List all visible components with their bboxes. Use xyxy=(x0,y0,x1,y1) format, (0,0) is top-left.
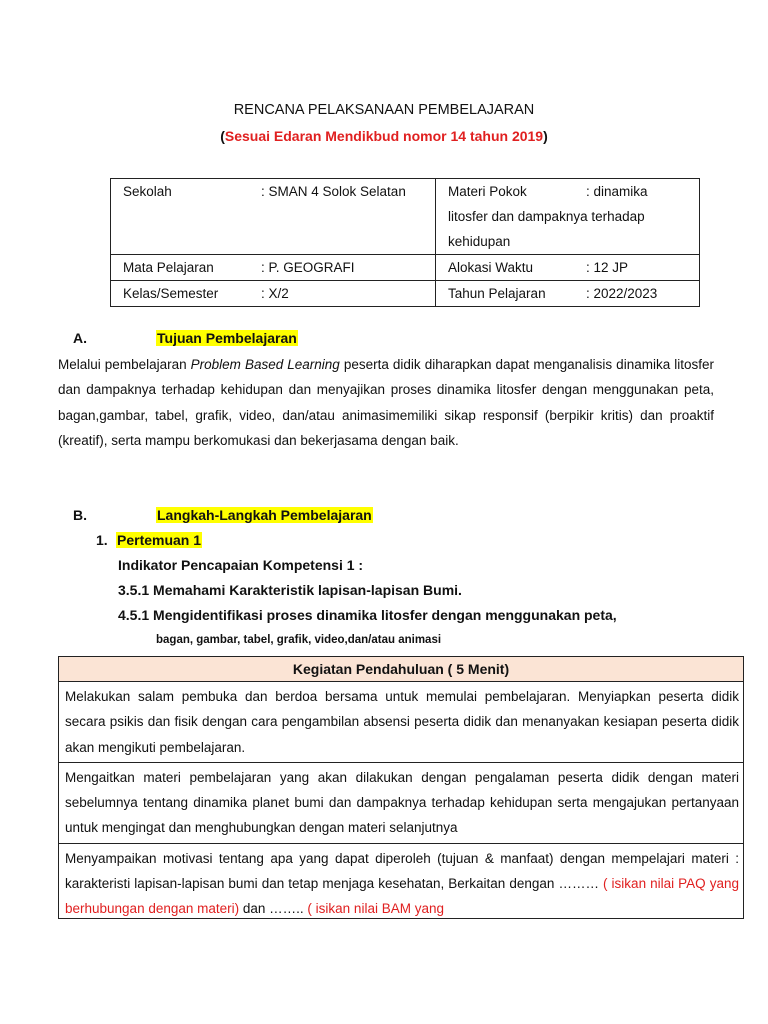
row-3-red-1: ( isikan nilai PAQ yang berhubungan dengan materi) xyxy=(65,876,739,916)
subtitle-open-paren: ( xyxy=(220,128,225,144)
materi-value-3: kehidupan xyxy=(448,234,511,249)
materi-label: Materi Pokok xyxy=(448,184,527,199)
alokasi-value: : 12 JP xyxy=(586,260,629,275)
info-table xyxy=(110,178,700,307)
section-b-title: Langkah-Langkah Pembelajaran xyxy=(157,507,372,523)
info-row-kelas xyxy=(111,281,700,307)
para-text-2: peserta didik diharapkan dapat menganalisis dinamika litosfer dan dampaknya terhadap kehidupan dan menyajikan proses dinamika litosfer dengan menggunakan peta, bagan,gambar, tabel, grafik, video, dan/atau animasimemiliki sikap responsif (berpikir kritis) dan proaktif (kreatif), serta mampu berkomukasi dan bekerjasama dengan baik. xyxy=(58,357,715,448)
indikator-1: 3.5.1 Memahami Karakteristik lapisan-lapisan Bumi. xyxy=(118,582,462,598)
indikator-heading: Indikator Pencapaian Kompetensi 1 : xyxy=(118,557,364,573)
section-a-title: Tujuan Pembelajaran xyxy=(157,330,297,346)
section-b-heading xyxy=(156,507,373,525)
kegiatan-table xyxy=(58,656,744,919)
section-a-paragraph xyxy=(58,352,714,453)
info-cell-mapel xyxy=(111,255,436,281)
mapel-label: Mata Pelajaran xyxy=(123,260,214,275)
row-3-text-a: Menyampaikan motivasi tentang apa yang dapat diperoleh (tujuan & manfaat) dengan mempelajari materi : karakteristi lapisan-lapisan bumi dan tetap menjaga kesehatan, Berkaitan dengan ……… xyxy=(65,850,739,892)
alokasi-label: Alokasi Waktu xyxy=(448,260,534,275)
materi-value-1: : dinamika xyxy=(586,184,648,199)
item-1-title: Pertemuan 1 xyxy=(117,532,202,548)
kelas-label: Kelas/Semester xyxy=(123,286,219,301)
sekolah-value: : SMAN 4 Solok Selatan xyxy=(261,184,406,199)
info-cell-tahun xyxy=(436,281,700,307)
tahun-value: : 2022/2023 xyxy=(586,286,658,301)
kegiatan-row xyxy=(59,762,744,843)
indikator-2: 4.5.1 Mengidentifikasi proses dinamika litosfer dengan menggunakan peta, xyxy=(118,607,617,623)
mapel-value: : P. GEOGRAFI xyxy=(261,260,355,275)
sekolah-label: Sekolah xyxy=(123,184,172,199)
section-b-letter: B. xyxy=(73,507,87,523)
materi-value-2: litosfer dan dampaknya terhadap xyxy=(448,209,645,224)
info-row-sekolah xyxy=(111,179,700,255)
tahun-label: Tahun Pelajaran xyxy=(448,286,546,301)
info-cell-materi xyxy=(436,179,700,255)
kelas-value: : X/2 xyxy=(261,286,289,301)
row-3-text-b: dan …….. xyxy=(239,901,304,916)
item-1-heading xyxy=(116,532,202,550)
kegiatan-row-3 xyxy=(59,843,744,918)
document-title: RENCANA PELAKSANAAN PEMBELAJARAN xyxy=(233,102,535,118)
kegiatan-row xyxy=(59,682,744,763)
section-a-letter: A. xyxy=(73,330,87,346)
subtitle-close-paren: ) xyxy=(543,128,548,144)
kegiatan-row-1: Melakukan salam pembuka dan berdoa bersama untuk memulai pembelajaran. Menyiapkan peserta didik secara psikis dan fisik dengan cara pengambilan absensi peserta didik dan menanyakan kesiapan peserta didik akan mengikuti pembelajaran. xyxy=(59,682,744,763)
item-1-number: 1. xyxy=(96,532,108,548)
document-subtitle xyxy=(0,128,768,144)
kegiatan-row xyxy=(59,843,744,918)
para-text-1: Melalui pembelajaran xyxy=(58,357,191,372)
para-text-italic: Problem Based Learning xyxy=(190,357,340,372)
kegiatan-row-2: Mengaitkan materi pembelajaran yang akan dilakukan dengan pengalaman peserta didik dengan materi sebelumnya tentang dinamika planet bumi dan dampaknya terhadap kehidupan serta mengajukan pertanyaan untuk mengingat dan menghubungkan dengan materi selanjutnya xyxy=(59,762,744,843)
info-cell-kelas xyxy=(111,281,436,307)
info-row-mapel xyxy=(111,255,700,281)
info-cell-alokasi xyxy=(436,255,700,281)
indikator-2-continuation: bagan, gambar, tabel, grafik, video,dan/atau animasi xyxy=(156,634,442,646)
kegiatan-header-row xyxy=(59,657,744,682)
info-cell-sekolah xyxy=(111,179,436,255)
kegiatan-header: Kegiatan Pendahuluan ( 5 Menit) xyxy=(59,657,744,682)
section-a-heading xyxy=(156,330,298,348)
subtitle-red-text: Sesuai Edaran Mendikbud nomor 14 tahun 2019 xyxy=(224,128,544,144)
row-3-red-2: ( isikan nilai BAM yang xyxy=(303,901,444,916)
